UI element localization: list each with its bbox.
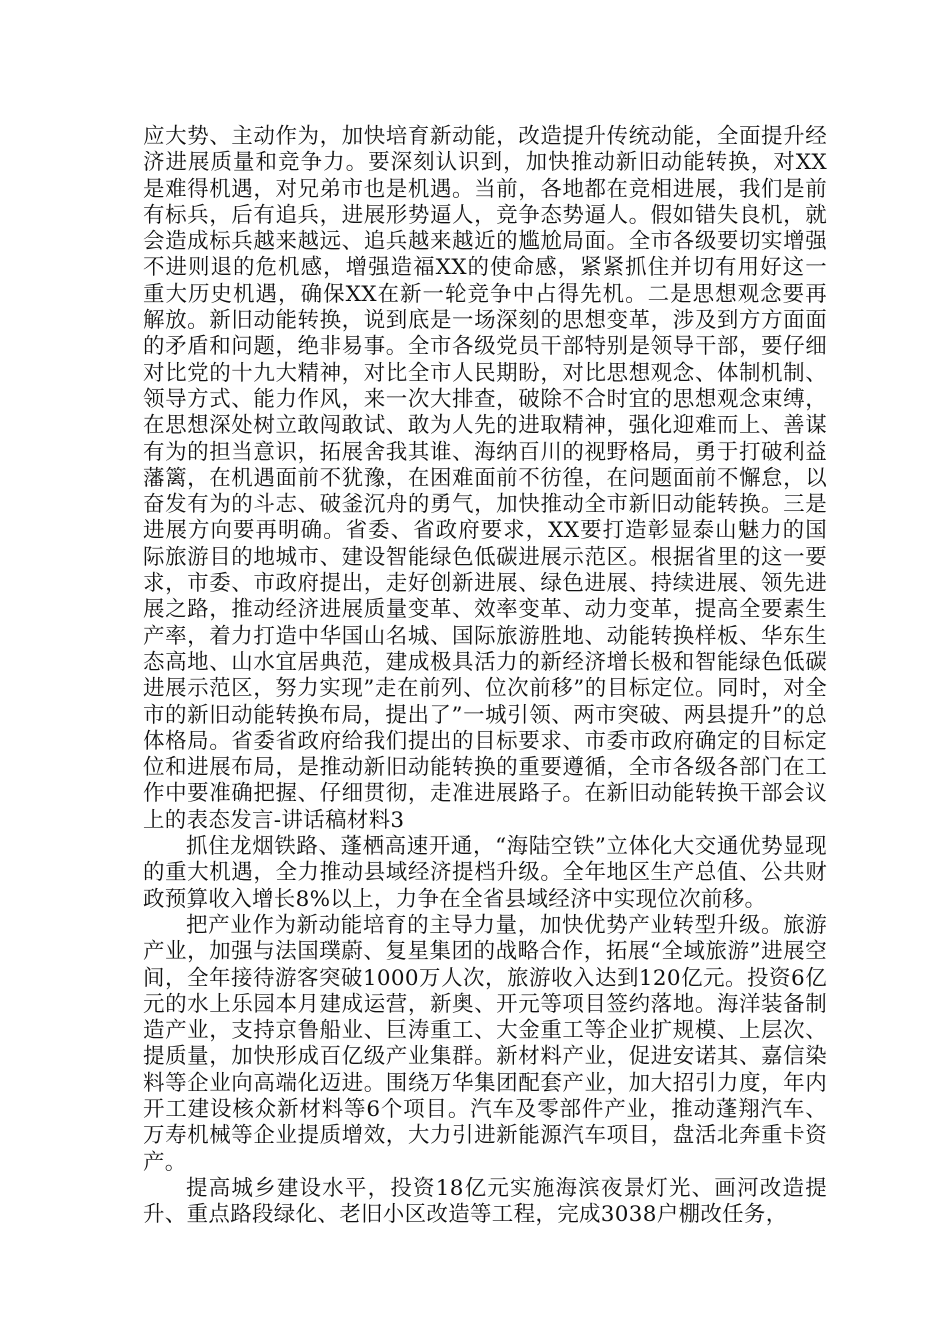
body-paragraph: 应大势、主动作为，加快培育新动能，改造提升传统动能，全面提升经济进展质量和竞争力。要深刻认识到，加快推动新旧动能转换，对XX是难得机遇，对兄弟市也是机遇。当前，各地都在竞相进展，我们是前有标兵，后有追兵，进展形势逼人，竞争态势逼人。假如错失良机，就会造成标兵越来越远、追兵越来越近的尴尬局面。全市各级要切实增强不进则退的危机感，增强造福XX的使命感，紧紧抓住并切有用好这一重大历史机遇，确保XX在新一轮竞争中占得先机。二是思想观念要再解放。新旧动能转换，说到底是一场深刻的思想变革，涉及到方方面面的矛盾和问题，绝非易事。全市各级党员干部特别是领导干部，要仔细对比党的十九大精神，对比全市人民期盼，对比思想观念、体制机制、领导方式、能力作风，来一次大排查，破除不合时宜的思想观念束缚，在思想深处树立敢闯敢试、敢为人先的进取精神，强化迎难而上、善谋有为的担当意识，拓展舍我其谁、海纳百川的视野格局，勇于打破利益藩篱，在机遇面前不犹豫，在困难面前不彷徨，在问题面前不懈怠，以奋发有为的斗志、破釜沉舟的勇气，加快推动全市新旧动能转换。三是进展方向要再明确。省委、省政府要求，XX要打造彰显泰山魅力的国际旅游目的地城市、建设智能绿色低碳进展示范区。根据省里的这一要求，市委、市政府提出，走好创新进展、绿色进展、持续进展、领先进展之路，推动经济进展质量变革、效率变革、动力变革，提高全要素生产率，着力打造中华国山名城、国际旅游胜地、动能转换样板、华东生态高地、山水宜居典范，建成极具活力的新经济增长极和智能绿色低碳进展示范区，努力实现”走在前列、位次前移”的目标定位。同时，对全市的新旧动能转换布局，提出了”一城引领、两市突破、两县提升”的总体格局。省委省政府给我们提出的目标要求、市委市政府确定的目标定位和进展布局，是推动新旧动能转换的重要遵循，全市各级各部门在工作中要准确把握、仔细贯彻，走准进展路子。在新旧动能转换干部会议上的表态发言-讲话稿材料3: [143, 124, 827, 833]
body-paragraph: 提高城乡建设水平，投资18亿元实施海滨夜景灯光、画河改造提升、重点路段绿化、老旧小区改造等工程，完成3038户棚改任务，: [143, 1175, 827, 1228]
body-paragraph: 抓住龙烟铁路、蓬栖高速开通，“海陆空铁”立体化大交通优势显现的重大机遇，全力推动县域经济提档升级。全年地区生产总值、公共财政预算收入增长8%以上，力争在全省县域经济中实现位次前移。: [143, 834, 827, 912]
body-paragraph: 把产业作为新动能培育的主导力量，加快优势产业转型升级。旅游产业，加强与法国璞蔚、复星集团的战略合作，拓展“全域旅游”进展空间，全年接待游客突破1000万人次，旅游收入达到120亿元。投资6亿元的水上乐园本月建成运营，新奥、开元等项目签约落地。海洋装备制造产业，支持京鲁船业、巨涛重工、大金重工等企业扩规模、上层次、提质量，加快形成百亿级产业集群。新材料产业，促进安诺其、嘉信染料等企业向高端化迈进。围绕万华集团配套产业，加大招引力度，年内开工建设核众新材料等6个项目。汽车及零部件产业，推动蓬翔汽车、万寿机械等企业提质增效，大力引进新能源汽车项目，盘活北奔重卡资产。: [143, 912, 827, 1175]
document-page: [143, 124, 827, 1228]
